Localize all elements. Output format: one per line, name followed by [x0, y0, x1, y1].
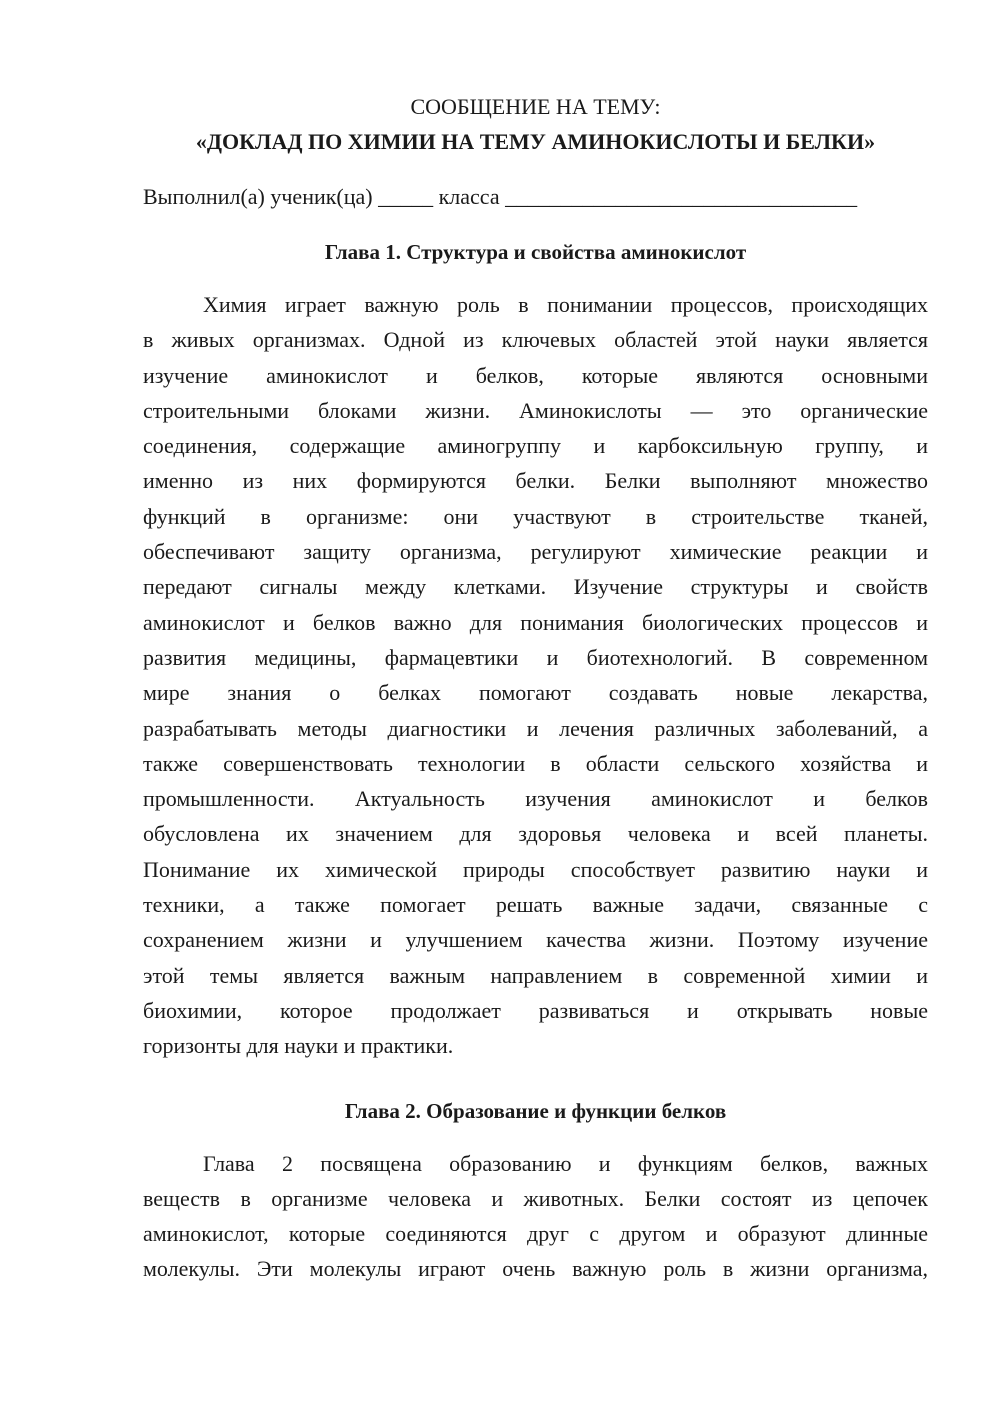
- paragraph-line: обеспечивают защиту организма, регулируют химические реакции и: [143, 539, 928, 565]
- paragraph-line: промышленности. Актуальность изучения аминокислот и белков: [143, 786, 928, 812]
- chapter-2-paragraph: [143, 1146, 928, 1287]
- paragraph-line: развития медицины, фармацевтики и биотехнологий. В современном: [143, 644, 928, 670]
- paragraph-line: функций в организме: они участвуют в строительстве тканей,: [143, 503, 928, 529]
- paragraph-line: именно из них формируются белки. Белки выполняют множество: [143, 468, 928, 494]
- paragraph-line: изучение аминокислот и белков, которые являются основными: [143, 362, 928, 388]
- chapter-1-paragraph: [143, 287, 928, 1064]
- paragraph-line: веществ в организме человека и животных. Белки состоят из цепочек: [143, 1185, 928, 1211]
- paragraph-line: в живых организмах. Одной из ключевых областей этой науки является: [143, 327, 928, 353]
- paragraph-line: обусловлена их значением для здоровья человека и всей планеты.: [143, 821, 928, 847]
- paragraph-line: Глава 2 посвящена образованию и функциям белков, важных: [203, 1150, 928, 1176]
- paragraph-line: передают сигналы между клетками. Изучение структуры и свойств: [143, 574, 928, 600]
- paragraph-line: этой темы является важным направлением в современной химии и: [143, 962, 928, 988]
- paragraph-line: Понимание их химической природы способствует развитию науки и: [143, 856, 928, 882]
- paragraph-line: разрабатывать методы диагностики и лечения различных заболеваний, а: [143, 715, 928, 741]
- chapter-2-title: Глава 2. Образование и функции белков: [344, 1098, 727, 1123]
- paragraph-line: мире знания о белках помогают создавать новые лекарства,: [143, 680, 928, 706]
- paragraph-line: Химия играет важную роль в понимании процессов, происходящих: [203, 292, 928, 317]
- paragraph-line: сохранением жизни и улучшением качества жизни. Поэтому изучение: [143, 927, 928, 953]
- chapter-1-title: Глава 1. Структура и свойства аминокислот: [324, 240, 747, 264]
- document-page: [143, 92, 928, 1287]
- paragraph-line: горизонты для науки и практики.: [143, 1033, 454, 1059]
- report-topic-title: «ДОКЛАД ПО ХИМИИ НА ТЕМУ АМИНОКИСЛОТЫ И БЕЛКИ»: [195, 129, 876, 154]
- paragraph-line: соединения, содержащие аминогруппу и карбоксильную группу, и: [143, 433, 928, 459]
- paragraph-line: техники, а также помогает решать важные задачи, связанные с: [143, 892, 928, 918]
- paragraph-line: строительными блоками жизни. Аминокислоты — это органические: [143, 397, 928, 423]
- performer-line: Выполнил(а) ученик(ца) _____ класса ________________________________: [143, 184, 858, 209]
- paragraph-line: аминокислот и белков важно для понимания биологических процессов и: [143, 609, 928, 635]
- paragraph-line: аминокислот, которые соединяются друг с другом и образуют длинные: [143, 1221, 928, 1247]
- message-heading: СООБЩЕНИЕ НА ТЕМУ:: [410, 94, 661, 119]
- paragraph-line: молекулы. Эти молекулы играют очень важную роль в жизни организма,: [143, 1256, 928, 1282]
- paragraph-line: биохимии, которое продолжает развиваться и открывать новые: [143, 997, 928, 1023]
- paragraph-line: также совершенствовать технологии в области сельского хозяйства и: [143, 750, 928, 776]
